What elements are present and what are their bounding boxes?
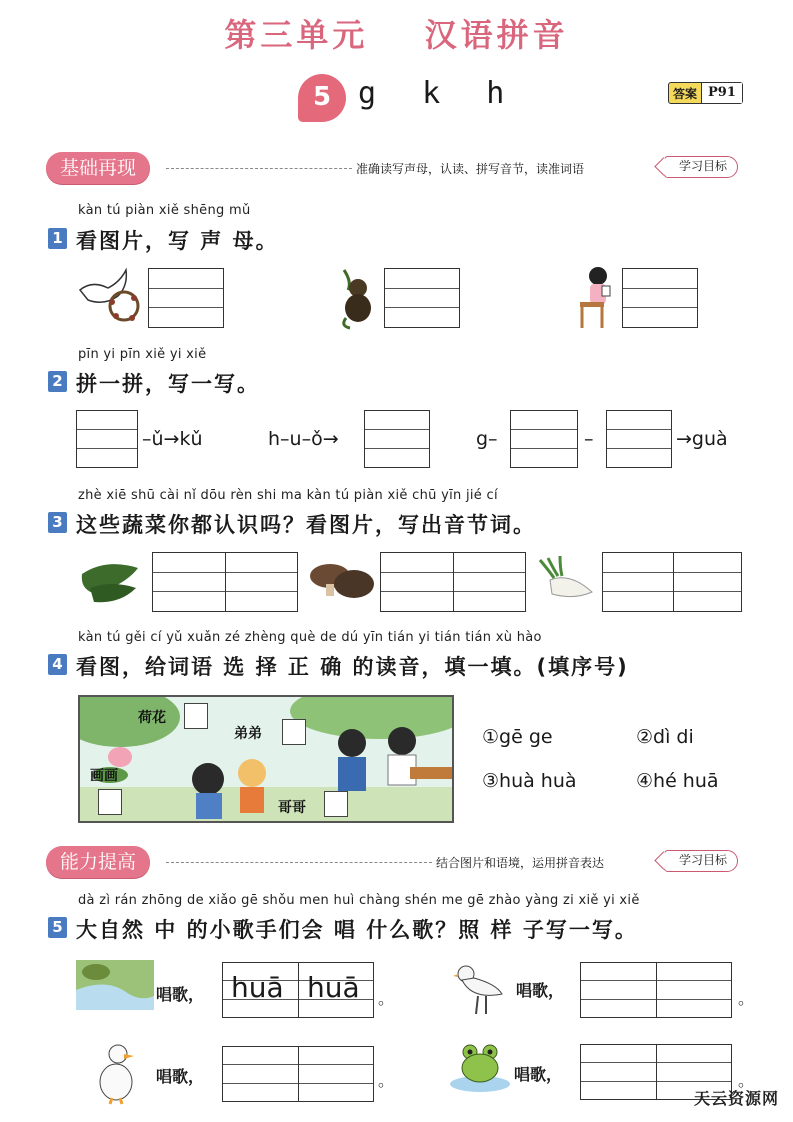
q2-item1-suffix: –ǔ→kǔ [142,428,203,450]
pigeon-image [452,960,512,1020]
q5-sing-label-3: 唱歌， [156,1067,205,1086]
q5-end-mark-2: 。 [738,989,755,1008]
q1-write-box-3[interactable] [622,268,698,328]
q5-example-word-1: huā [231,971,284,1004]
q1-write-box-2[interactable] [384,268,460,328]
q4-pinyin: kàn tú gěi cí yǔ xuǎn zé zhèng què de dú yīn tián yi tián tián xù hào [78,630,542,645]
q4-option-1: ①gē ge [482,726,553,748]
unit-title [0,10,793,56]
q2-write-box-2[interactable] [364,410,430,468]
park-scene-illustration [78,695,454,823]
q3-write-box-3[interactable] [602,552,742,612]
q2-item3-dash: – [584,428,594,450]
q5-end-mark-3: 。 [378,1071,395,1090]
q5-example-word-2: huā [307,971,360,1004]
stream-image [76,960,154,1010]
girl-drinking-image [574,262,620,330]
answer-page-tag[interactable] [668,82,743,104]
learning-goal-tag: 学习目标 [664,156,738,178]
q5-end-mark-1: 。 [378,989,395,1008]
q3-number: 3 [48,512,67,533]
section-basic-title: 基础再现 [46,152,150,184]
q4-option-2: ②dì di [636,726,694,748]
q5-sing-label-4: 唱歌， [514,1065,563,1084]
section-improve-title: 能力提高 [46,846,150,878]
q3-write-box-1[interactable] [152,552,298,612]
duck-image [94,1042,138,1106]
lesson-letters: g k h [358,76,519,111]
q2-write-box-3[interactable] [510,410,578,468]
q5-pinyin: dà zì rán zhōng de xiǎo gē shǒu men huì chàng shén me gē zhào yàng zi xiě yi xiě [78,893,640,908]
q4-option-4: ④hé huā [636,770,719,792]
radish-image [530,554,600,604]
q3-text: 这些蔬菜你都认识吗？看图片，写出音节词。 [76,513,536,537]
q5-end-mark-4: 。 [738,1071,755,1090]
park-scene-drawing [80,697,454,823]
gourd-image [336,264,384,330]
q5-write-box-1[interactable] [580,962,732,1018]
q5-write-box-2[interactable] [222,1046,374,1102]
q5-sing-label-1: 唱歌， [156,985,205,1004]
section-basic-description: 准确读写声母，认读、拼写音节，读准词语 [356,162,585,176]
q2-item2-prefix: h–u–ǒ→ [268,428,339,450]
q2-text: 拼一拼，写一写。 [76,372,260,396]
mushroom-image [304,558,378,604]
scene-answer-box-lotus[interactable] [184,703,208,729]
unit-title-subject: 汉语拼音 [424,16,569,54]
q3-pinyin: zhè xiē shū cài nǐ dōu rèn shi ma kàn tú piàn xiě chū yīn jié cí [78,488,498,503]
q2-write-box-4[interactable] [606,410,672,468]
dove-with-wreath-image [74,262,146,330]
section-divider [166,168,352,169]
bitter-melon-image [76,554,150,606]
q5-number: 5 [48,917,67,938]
scene-answer-box-older-brother[interactable] [324,791,348,817]
scene-label-older-brother: 哥哥 [278,800,306,816]
q5-sing-label-2: 唱歌， [516,981,565,1000]
q4-option-3: ③huà huà [482,770,577,792]
q1-pinyin: kàn tú piàn xiě shēng mǔ [78,203,251,218]
q2-item3-suffix: →guà [676,428,728,450]
scene-label-lotus: 荷花 [138,710,166,726]
site-watermark: 天云资源网 [694,1089,780,1108]
section-improve-description: 结合图片和语境，运用拼音表达 [436,856,605,870]
q2-pinyin: pīn yi pīn xiě yi xiě [78,347,207,362]
q2-number: 2 [48,371,67,392]
q5-example-box [222,962,374,1018]
q4-text: 看图，给词语 选 择 正 确 的读音，填一填。(填序号) [76,655,629,679]
q2-write-box-1[interactable] [76,410,138,468]
scene-answer-box-younger-brother[interactable] [282,719,306,745]
frog-image [448,1040,512,1092]
q1-text: 看图片，写 声 母。 [76,229,279,253]
q1-write-box-1[interactable] [148,268,224,328]
q2-item3-prefix: g– [476,428,498,450]
answer-page: P91 [701,83,742,103]
scene-label-younger-brother: 弟弟 [234,726,262,742]
section-divider-2 [166,862,432,863]
scene-answer-box-drawing[interactable] [98,789,122,815]
q5-text: 大自然 中 的小歌手们会 唱 什么歌？照 样 子写一写。 [76,918,638,942]
q3-write-box-2[interactable] [380,552,526,612]
unit-title-number: 第三单元 [224,16,369,54]
q4-number: 4 [48,654,67,675]
learning-goal-tag-2: 学习目标 [664,850,738,872]
scene-label-drawing: 画画 [90,768,118,784]
lesson-number-badge: 5 [298,74,346,122]
answer-label: 答案 [673,86,698,101]
q1-number: 1 [48,228,67,249]
